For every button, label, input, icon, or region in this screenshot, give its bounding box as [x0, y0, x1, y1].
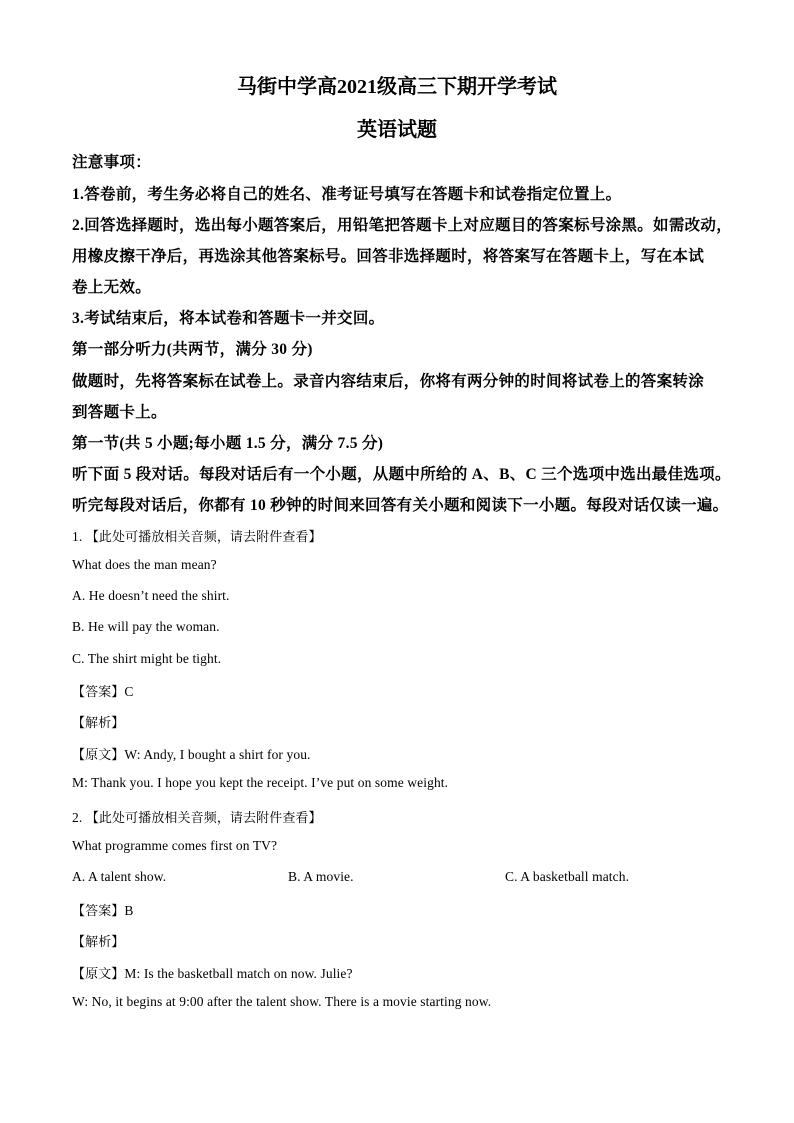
- notice-item-2-line-1: 2.回答选择题时，选出每小题答案后，用铅笔把答题卡上对应题目的答案标号涂黑。如需改动，: [72, 217, 733, 234]
- page-subtitle: 英语试题: [357, 119, 437, 141]
- notice-item-3: 3.考试结束后，将本试卷和答题卡一并交回。: [72, 310, 385, 327]
- answer-value: C: [124, 684, 134, 699]
- question-1-transcript-line-2: M: Thank you. I hope you kept the receipt. I’ve put on some weight.: [72, 775, 449, 790]
- source-label: 【原文】: [72, 967, 125, 982]
- question-2-option-b: B. A movie.: [288, 869, 354, 884]
- question-1-header: [72, 526, 322, 545]
- question-2-analysis-label: 【解析】: [72, 935, 125, 950]
- answer-label: 【答案】: [72, 904, 125, 919]
- question-2-answer: [72, 900, 134, 919]
- question-2-transcript-line-1: [72, 963, 353, 982]
- section1-heading: 第一节(共 5 小题;每小题 1.5 分，满分 7.5 分): [72, 435, 384, 452]
- notice-heading: 注意事项：: [72, 154, 152, 171]
- answer-label: 【答案】: [72, 685, 125, 700]
- question-1-answer: [72, 681, 134, 700]
- question-1-transcript-line-1: [72, 744, 311, 763]
- question-2-header: [72, 807, 322, 826]
- question-2-text: What programme comes first on TV?: [72, 838, 278, 853]
- question-1-analysis-label: 【解析】: [72, 716, 125, 731]
- audio-note[interactable]: 【此处可播放相关音频，请去附件查看】: [85, 811, 322, 826]
- section1-instructions-line-2: 听完每段对话后，你都有 10 秒钟的时间来回答有关小题和阅读下一小题。每段对话仅读一遍。: [72, 497, 729, 514]
- question-1-option-c: C. The shirt might be tight.: [72, 651, 222, 666]
- part1-heading: 第一部分听力(共两节，满分 30 分): [72, 341, 313, 358]
- notice-item-2-line-3: 卷上无效。: [72, 279, 152, 296]
- question-2-transcript-line-2: W: No, it begins at 9:00 after the talent show. There is a movie starting now.: [72, 994, 492, 1009]
- transcript-text: M: Is the basketball match on now. Julie?: [124, 966, 353, 981]
- question-number: 1.: [72, 529, 86, 544]
- part1-instructions-line-2: 到答题卡上。: [72, 404, 167, 421]
- page-title: 马街中学高2021级高三下期开学考试: [237, 76, 557, 98]
- question-2-option-c: C. A basketball match.: [505, 869, 630, 884]
- notice-item-2-line-2: 用橡皮擦干净后，再选涂其他答案标号。回答非选择题时，将答案写在答题卡上，写在本试: [72, 248, 705, 265]
- source-label: 【原文】: [72, 748, 125, 763]
- answer-value: B: [124, 903, 134, 918]
- notice-item-1: 1.答卷前，考生务必将自己的姓名、准考证号填写在答题卡和试卷指定位置上。: [72, 186, 622, 203]
- question-1-text: What does the man mean?: [72, 557, 217, 572]
- section1-instructions-line-1: 听下面 5 段对话。每段对话后有一个小题，从题中所给的 A、B、C 三个选项中选出最佳选项。: [72, 466, 731, 483]
- transcript-text: W: Andy, I bought a shirt for you.: [124, 747, 311, 762]
- part1-instructions-line-1: 做题时，先将答案标在试卷上。录音内容结束后，你将有两分钟的时间将试卷上的答案转涂: [72, 373, 705, 390]
- audio-note[interactable]: 【此处可播放相关音频，请去附件查看】: [85, 530, 322, 545]
- question-2-option-a: A. A talent show.: [72, 869, 167, 884]
- question-number: 2.: [72, 810, 86, 825]
- question-1-option-b: B. He will pay the woman.: [72, 619, 220, 634]
- question-1-option-a: A. He doesn’t need the shirt.: [72, 588, 230, 603]
